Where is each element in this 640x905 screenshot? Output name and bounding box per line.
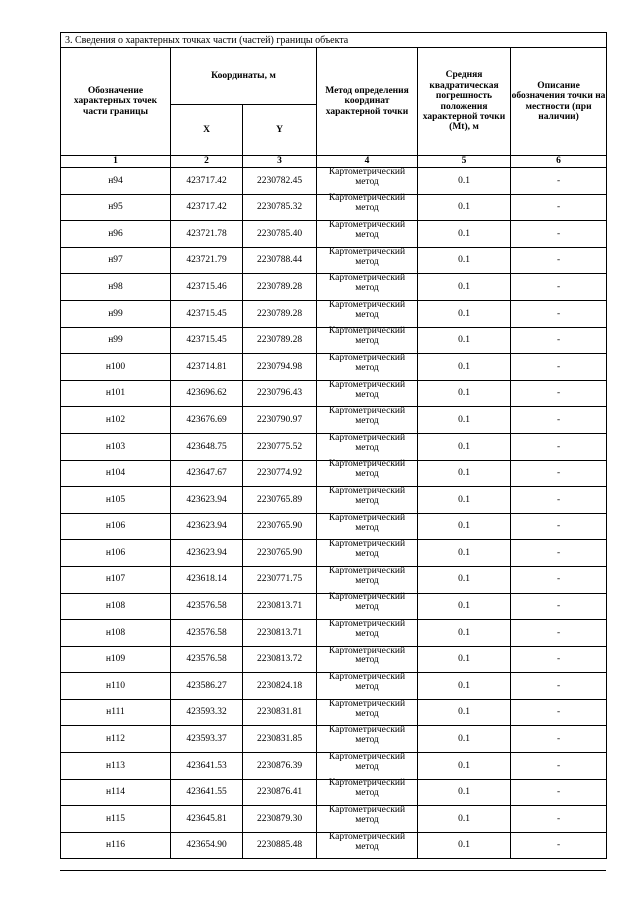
method-cell bbox=[317, 487, 418, 514]
method-text: Картометрический метод bbox=[328, 432, 406, 453]
method-cell bbox=[317, 380, 418, 407]
table-row bbox=[61, 832, 607, 859]
y-coordinate-cell: 2230824.18 bbox=[243, 673, 317, 700]
description-cell: - bbox=[511, 513, 607, 540]
error-cell: 0.1 bbox=[418, 593, 511, 620]
table-row bbox=[61, 540, 607, 567]
description-cell: - bbox=[511, 646, 607, 673]
method-cell bbox=[317, 673, 418, 700]
description-cell: - bbox=[511, 221, 607, 248]
error-cell: 0.1 bbox=[418, 673, 511, 700]
table-row bbox=[61, 699, 607, 726]
table-row bbox=[61, 646, 607, 673]
description-cell: - bbox=[511, 407, 607, 434]
method-text: Картометрический метод bbox=[328, 672, 406, 693]
table-row bbox=[61, 566, 607, 593]
error-cell: 0.1 bbox=[418, 168, 511, 195]
y-coordinate-cell: 2230876.41 bbox=[243, 779, 317, 806]
error-cell: 0.1 bbox=[418, 566, 511, 593]
table-row bbox=[61, 460, 607, 487]
section-title: 3. Сведения о характерных точках части (частей) границы объекта bbox=[61, 33, 607, 48]
header-point-designation: Обозначение характерных точек части границы bbox=[61, 48, 171, 156]
point-cell: н105 bbox=[61, 487, 171, 514]
header-error: Средняя квадратическая погрешность положения характерной точки (Mt), м bbox=[418, 48, 511, 156]
method-text: Картометрический метод bbox=[328, 379, 406, 400]
method-cell bbox=[317, 327, 418, 354]
error-cell: 0.1 bbox=[418, 300, 511, 327]
error-cell: 0.1 bbox=[418, 806, 511, 833]
x-coordinate-cell: 423618.14 bbox=[171, 566, 243, 593]
y-coordinate-cell: 2230813.72 bbox=[243, 646, 317, 673]
description-cell: - bbox=[511, 753, 607, 780]
point-cell: н94 bbox=[61, 168, 171, 195]
method-cell bbox=[317, 779, 418, 806]
y-coordinate-cell: 2230782.45 bbox=[243, 168, 317, 195]
x-coordinate-cell: 423645.81 bbox=[171, 806, 243, 833]
method-cell bbox=[317, 194, 418, 221]
method-cell bbox=[317, 620, 418, 647]
method-text: Картометрический метод bbox=[328, 592, 406, 613]
table-row bbox=[61, 806, 607, 833]
x-coordinate-cell: 423696.62 bbox=[171, 380, 243, 407]
table-row bbox=[61, 433, 607, 460]
point-cell: н112 bbox=[61, 726, 171, 753]
table-row bbox=[61, 354, 607, 381]
y-coordinate-cell: 2230831.81 bbox=[243, 699, 317, 726]
y-coordinate-cell: 2230765.90 bbox=[243, 513, 317, 540]
description-cell: - bbox=[511, 247, 607, 274]
method-text: Картометрический метод bbox=[328, 618, 406, 639]
x-coordinate-cell: 423676.69 bbox=[171, 407, 243, 434]
error-cell: 0.1 bbox=[418, 832, 511, 859]
point-cell: н107 bbox=[61, 566, 171, 593]
table-row bbox=[61, 327, 607, 354]
column-number: 6 bbox=[511, 156, 607, 168]
table-row bbox=[61, 168, 607, 195]
x-coordinate-cell: 423647.67 bbox=[171, 460, 243, 487]
table-row bbox=[61, 673, 607, 700]
x-coordinate-cell: 423715.46 bbox=[171, 274, 243, 301]
method-text: Картометрический метод bbox=[328, 299, 406, 320]
description-cell: - bbox=[511, 620, 607, 647]
error-cell: 0.1 bbox=[418, 327, 511, 354]
error-cell: 0.1 bbox=[418, 407, 511, 434]
method-text: Картометрический метод bbox=[328, 459, 406, 480]
y-coordinate-cell: 2230794.98 bbox=[243, 354, 317, 381]
table-row bbox=[61, 247, 607, 274]
error-cell: 0.1 bbox=[418, 194, 511, 221]
point-cell: н95 bbox=[61, 194, 171, 221]
description-cell: - bbox=[511, 832, 607, 859]
y-coordinate-cell: 2230775.52 bbox=[243, 433, 317, 460]
method-text: Картометрический метод bbox=[328, 751, 406, 772]
method-cell bbox=[317, 221, 418, 248]
description-cell: - bbox=[511, 380, 607, 407]
y-coordinate-cell: 2230885.48 bbox=[243, 832, 317, 859]
column-number: 3 bbox=[243, 156, 317, 168]
description-cell: - bbox=[511, 274, 607, 301]
point-cell: н99 bbox=[61, 327, 171, 354]
error-cell: 0.1 bbox=[418, 646, 511, 673]
table-row bbox=[61, 726, 607, 753]
error-cell: 0.1 bbox=[418, 487, 511, 514]
description-cell: - bbox=[511, 540, 607, 567]
error-cell: 0.1 bbox=[418, 513, 511, 540]
column-number: 1 bbox=[61, 156, 171, 168]
point-cell: н101 bbox=[61, 380, 171, 407]
error-cell: 0.1 bbox=[418, 433, 511, 460]
method-cell bbox=[317, 726, 418, 753]
method-text: Картометрический метод bbox=[328, 326, 406, 347]
point-cell: н96 bbox=[61, 221, 171, 248]
error-cell: 0.1 bbox=[418, 753, 511, 780]
point-cell: н100 bbox=[61, 354, 171, 381]
x-coordinate-cell: 423721.79 bbox=[171, 247, 243, 274]
y-coordinate-cell: 2230813.71 bbox=[243, 593, 317, 620]
point-cell: н111 bbox=[61, 699, 171, 726]
column-number: 5 bbox=[418, 156, 511, 168]
table-row bbox=[61, 407, 607, 434]
y-coordinate-cell: 2230774.92 bbox=[243, 460, 317, 487]
column-number: 2 bbox=[171, 156, 243, 168]
table-row bbox=[61, 300, 607, 327]
table-row bbox=[61, 221, 607, 248]
column-numbers-row bbox=[61, 156, 607, 168]
method-text: Картометрический метод bbox=[328, 220, 406, 240]
point-cell: н103 bbox=[61, 433, 171, 460]
point-cell: н97 bbox=[61, 247, 171, 274]
point-cell: н109 bbox=[61, 646, 171, 673]
x-coordinate-cell: 423623.94 bbox=[171, 540, 243, 567]
method-cell bbox=[317, 300, 418, 327]
method-cell bbox=[317, 832, 418, 859]
method-text: Картометрический метод bbox=[328, 352, 406, 373]
point-cell: н110 bbox=[61, 673, 171, 700]
y-coordinate-cell: 2230771.75 bbox=[243, 566, 317, 593]
description-cell: - bbox=[511, 806, 607, 833]
table-row bbox=[61, 779, 607, 806]
y-coordinate-cell: 2230785.40 bbox=[243, 221, 317, 248]
table-row bbox=[61, 487, 607, 514]
description-cell: - bbox=[511, 354, 607, 381]
description-cell: - bbox=[511, 673, 607, 700]
x-coordinate-cell: 423576.58 bbox=[171, 620, 243, 647]
method-text: Картометрический метод bbox=[328, 193, 406, 214]
point-cell: н106 bbox=[61, 513, 171, 540]
table-body bbox=[61, 168, 607, 859]
point-cell: н114 bbox=[61, 779, 171, 806]
method-cell bbox=[317, 593, 418, 620]
y-coordinate-cell: 2230789.28 bbox=[243, 300, 317, 327]
column-number: 4 bbox=[317, 156, 418, 168]
x-coordinate-cell: 423623.94 bbox=[171, 513, 243, 540]
table-row bbox=[61, 620, 607, 647]
error-cell: 0.1 bbox=[418, 620, 511, 647]
error-cell: 0.1 bbox=[418, 221, 511, 248]
table-row bbox=[61, 513, 607, 540]
y-coordinate-cell: 2230785.32 bbox=[243, 194, 317, 221]
point-cell: н106 bbox=[61, 540, 171, 567]
section-title-row bbox=[61, 33, 607, 48]
error-cell: 0.1 bbox=[418, 354, 511, 381]
description-cell: - bbox=[511, 779, 607, 806]
y-coordinate-cell: 2230789.28 bbox=[243, 274, 317, 301]
y-coordinate-cell: 2230789.28 bbox=[243, 327, 317, 354]
method-cell bbox=[317, 753, 418, 780]
description-cell: - bbox=[511, 726, 607, 753]
description-cell: - bbox=[511, 487, 607, 514]
method-cell bbox=[317, 407, 418, 434]
description-cell: - bbox=[511, 566, 607, 593]
method-text: Картометрический метод bbox=[328, 698, 406, 719]
method-text: Картометрический метод bbox=[328, 778, 406, 799]
method-cell bbox=[317, 646, 418, 673]
error-cell: 0.1 bbox=[418, 726, 511, 753]
point-cell: н99 bbox=[61, 300, 171, 327]
point-cell: н104 bbox=[61, 460, 171, 487]
error-cell: 0.1 bbox=[418, 779, 511, 806]
point-cell: н108 bbox=[61, 593, 171, 620]
description-cell: - bbox=[511, 300, 607, 327]
method-text: Картометрический метод bbox=[328, 512, 406, 533]
y-coordinate-cell: 2230765.90 bbox=[243, 540, 317, 567]
method-cell bbox=[317, 566, 418, 593]
x-coordinate-cell: 423715.45 bbox=[171, 300, 243, 327]
y-coordinate-cell: 2230790.97 bbox=[243, 407, 317, 434]
point-cell: н116 bbox=[61, 832, 171, 859]
description-cell: - bbox=[511, 194, 607, 221]
point-cell: н113 bbox=[61, 753, 171, 780]
description-cell: - bbox=[511, 168, 607, 195]
header-method: Метод определения координат характерной точки bbox=[317, 48, 418, 156]
x-coordinate-cell: 423593.32 bbox=[171, 699, 243, 726]
method-text: Картометрический метод bbox=[328, 273, 406, 294]
header-row-top bbox=[61, 48, 607, 105]
x-coordinate-cell: 423714.81 bbox=[171, 354, 243, 381]
y-coordinate-cell: 2230813.71 bbox=[243, 620, 317, 647]
y-coordinate-cell: 2230879.30 bbox=[243, 806, 317, 833]
header-x: X bbox=[171, 105, 243, 156]
method-cell bbox=[317, 540, 418, 567]
x-coordinate-cell: 423641.55 bbox=[171, 779, 243, 806]
method-text: Картометрический метод bbox=[328, 166, 406, 187]
table-row bbox=[61, 194, 607, 221]
point-cell: н115 bbox=[61, 806, 171, 833]
y-coordinate-cell: 2230788.44 bbox=[243, 247, 317, 274]
point-cell: н102 bbox=[61, 407, 171, 434]
error-cell: 0.1 bbox=[418, 460, 511, 487]
y-coordinate-cell: 2230796.43 bbox=[243, 380, 317, 407]
method-text: Картометрический метод bbox=[328, 805, 406, 826]
y-coordinate-cell: 2230876.39 bbox=[243, 753, 317, 780]
method-text: Картометрический метод bbox=[328, 406, 406, 427]
header-coordinates: Координаты, м bbox=[171, 48, 317, 105]
method-text: Картометрический метод bbox=[328, 645, 406, 666]
x-coordinate-cell: 423641.53 bbox=[171, 753, 243, 780]
header-description: Описание обозначения точки на местности (при наличии) bbox=[511, 48, 607, 156]
method-cell bbox=[317, 274, 418, 301]
y-coordinate-cell: 2230765.89 bbox=[243, 487, 317, 514]
x-coordinate-cell: 423648.75 bbox=[171, 433, 243, 460]
x-coordinate-cell: 423717.42 bbox=[171, 168, 243, 195]
method-cell bbox=[317, 806, 418, 833]
error-cell: 0.1 bbox=[418, 699, 511, 726]
x-coordinate-cell: 423717.42 bbox=[171, 194, 243, 221]
method-text: Картометрический метод bbox=[328, 246, 406, 267]
x-coordinate-cell: 423576.58 bbox=[171, 593, 243, 620]
method-text: Картометрический метод bbox=[328, 485, 406, 506]
x-coordinate-cell: 423586.27 bbox=[171, 673, 243, 700]
x-coordinate-cell: 423715.45 bbox=[171, 327, 243, 354]
method-text: Картометрический метод bbox=[328, 539, 406, 560]
table-row bbox=[61, 274, 607, 301]
method-cell bbox=[317, 513, 418, 540]
description-cell: - bbox=[511, 327, 607, 354]
description-cell: - bbox=[511, 460, 607, 487]
method-text: Картометрический метод bbox=[328, 725, 406, 746]
y-coordinate-cell: 2230831.85 bbox=[243, 726, 317, 753]
x-coordinate-cell: 423593.37 bbox=[171, 726, 243, 753]
method-text: Картометрический метод bbox=[328, 565, 406, 586]
method-cell bbox=[317, 168, 418, 195]
footer-divider bbox=[60, 870, 606, 871]
table-row bbox=[61, 753, 607, 780]
method-cell bbox=[317, 460, 418, 487]
header-y: Y bbox=[243, 105, 317, 156]
table-row bbox=[61, 593, 607, 620]
method-text: Картометрический метод bbox=[328, 831, 406, 852]
error-cell: 0.1 bbox=[418, 274, 511, 301]
method-cell bbox=[317, 433, 418, 460]
error-cell: 0.1 bbox=[418, 247, 511, 274]
method-cell bbox=[317, 354, 418, 381]
document-sheet bbox=[60, 32, 606, 859]
description-cell: - bbox=[511, 593, 607, 620]
error-cell: 0.1 bbox=[418, 540, 511, 567]
method-cell bbox=[317, 699, 418, 726]
x-coordinate-cell: 423654.90 bbox=[171, 832, 243, 859]
point-cell: н108 bbox=[61, 620, 171, 647]
description-cell: - bbox=[511, 699, 607, 726]
error-cell: 0.1 bbox=[418, 380, 511, 407]
description-cell: - bbox=[511, 433, 607, 460]
x-coordinate-cell: 423576.58 bbox=[171, 646, 243, 673]
boundary-points-table bbox=[60, 32, 607, 859]
table-row bbox=[61, 380, 607, 407]
x-coordinate-cell: 423623.94 bbox=[171, 487, 243, 514]
point-cell: н98 bbox=[61, 274, 171, 301]
method-cell bbox=[317, 247, 418, 274]
x-coordinate-cell: 423721.78 bbox=[171, 221, 243, 248]
